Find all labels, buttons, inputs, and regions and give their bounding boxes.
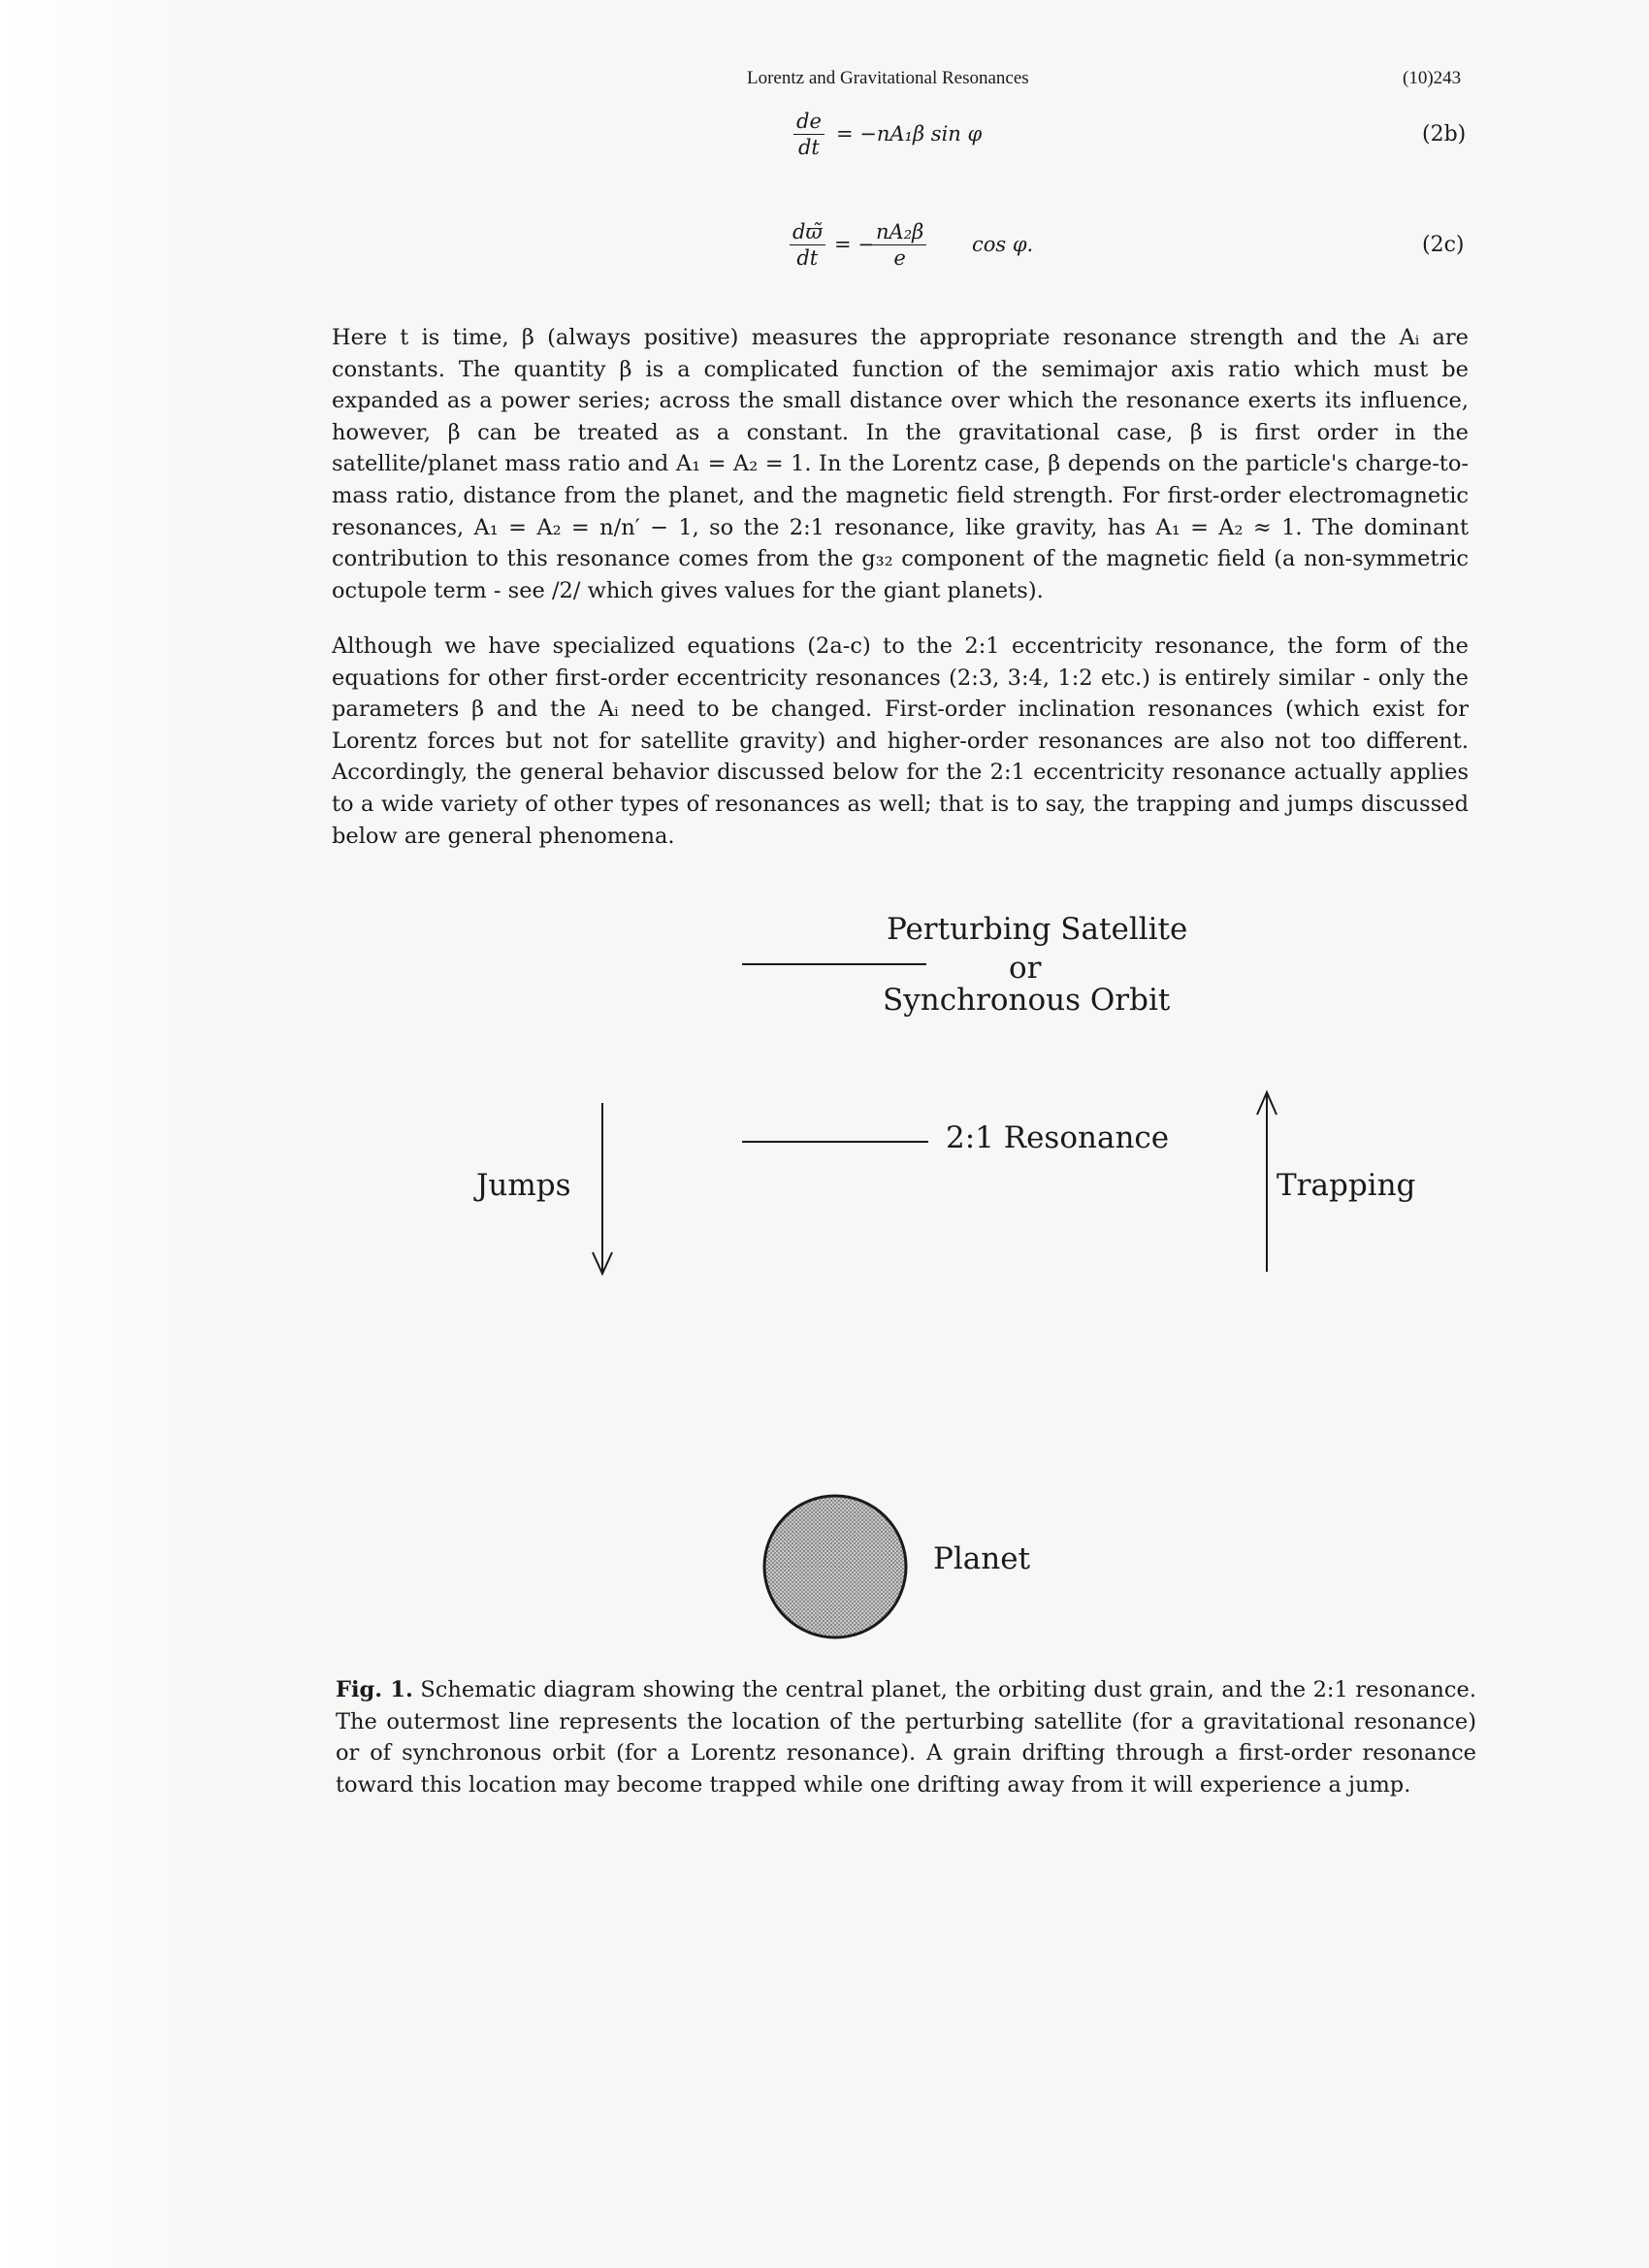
paragraph-general-behavior: Although we have specialized equations (2a-c) to the 2:1 eccentricity resonance, the form of the equations for other first-order eccentricity resonances (2:3, 3:4, 1:2 etc.) is entirely similar - only the parameters β and the Aᵢ need to be changed. First-order inclination resonances (which exist for Lorentz forces but not for satellite gravity) and higher-order resonances are also not too different. Accordingly, the general behavior discussed below for the 2:1 eccentricity resonance actually applies to a wide variety of other types of resonances as well; that is to say, the trapping and jumps discussed below are general phenomena.: [332, 633, 1469, 849]
eq2c-fraction-2: [873, 219, 926, 271]
synchronous-orbit-label: Synchronous Orbit: [883, 983, 1171, 1018]
caption-text: Schematic diagram showing the central planet, the orbiting dust grain, and the 2:1 resonance. The outermost line represents the location of the perturbing satellite (for a gravitational resonance) or of synchronous orbit (for a Lorentz resonance). A grain drifting through a first-order resonance toward this location may become trapped while one drifting away from it will experience a jump.: [336, 1677, 1476, 1798]
eq2c-rhs: cos φ.: [972, 233, 1034, 256]
jumps-label: Jumps: [476, 1168, 571, 1203]
planet-circle-icon: [760, 1492, 910, 1641]
eq2b-fraction: [793, 109, 824, 160]
eq2c-equals: = −: [834, 233, 875, 256]
eq2c-tag: (2c): [1422, 233, 1465, 257]
resonance-line: [742, 1141, 928, 1143]
resonance-label: 2:1 Resonance: [946, 1120, 1170, 1155]
jumps-arrow-icon: [582, 1101, 630, 1280]
eq2c-numerator: dϖ̃: [790, 219, 825, 245]
eq2c-numerator-2: nA₂β: [873, 219, 926, 245]
eq2c-denominator: dt: [796, 246, 819, 270]
satellite-orbit-line: [742, 963, 926, 965]
or-label: or: [1009, 951, 1042, 986]
paragraph-resonance-strength: Here t is time, β (always positive) measures the appropriate resonance strength and the Aᵢ are constants. The quantity β is a complicated function of the semimajor axis ratio which must be expanded as a power series; across the small distance over which the resonance exerts its influence, however, β can be treated as a constant. In the gravitational case, β is first order in the satellite/planet mass ratio and A₁ = A₂ = 1. In the Lorentz case, β depends on the particle's charge-to-mass ratio, distance from the planet, and the magnetic field strength. For first-order electromagnetic resonances, A₁ = A₂ = n/n′ − 1, so the 2:1 resonance, like gravity, has A₁ = A₂ ≈ 1. The dominant contribution to this resonance comes from the g₃₂ component of the magnetic field (a non-symmetric octupole term - see /2/ which gives values for the giant planets).: [332, 325, 1469, 603]
caption-label: Fig. 1.: [336, 1677, 413, 1702]
eq2b-rhs: = −nA₁β sin φ: [836, 122, 983, 146]
page-number: (10)243: [1403, 68, 1462, 88]
page-margin-shade: [0, 0, 223, 2268]
eq2b-tag: (2b): [1422, 122, 1467, 146]
running-title: Lorentz and Gravitational Resonances: [747, 68, 1029, 88]
eq2b-numerator: de: [793, 109, 824, 135]
page-header: [0, 68, 1649, 97]
perturbing-satellite-label: Perturbing Satellite: [887, 912, 1188, 947]
trapping-label: Trapping: [1277, 1168, 1416, 1203]
planet-label: Planet: [933, 1541, 1031, 1576]
figure-1-caption: [336, 1674, 1476, 1800]
eq2c-fraction: [790, 219, 825, 271]
eq2c-denominator-2: e: [893, 246, 906, 270]
eq2b-denominator: dt: [797, 136, 820, 159]
